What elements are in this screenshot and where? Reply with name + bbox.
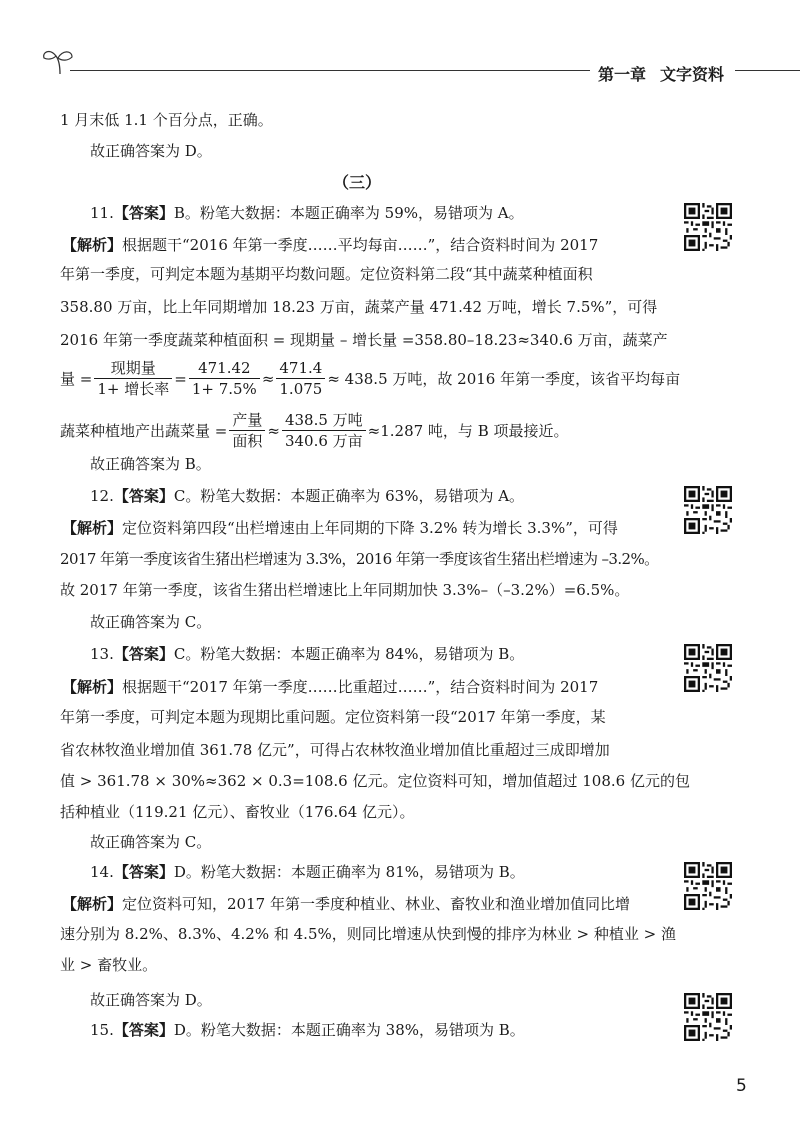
qr-code-icon[interactable] (684, 862, 732, 910)
text-line: 省农林牧渔业增加值 361.78 亿元”，可得占农林牧渔业增加值比重超过三成即增加 (60, 741, 610, 759)
qr-code-icon[interactable] (684, 644, 732, 692)
chapter-header (598, 62, 724, 85)
text-line: 括种植业（119.21 亿元）、畜牧业（176.64 亿元）。 (60, 803, 415, 821)
text-line: 故正确答案为 D。 (90, 142, 212, 160)
fraction: $\frac{471.42}{1+ 7.5\%}$ (189, 358, 260, 399)
analysis-line-12: 【解析】定位资料第四段“出栏增速由上年同期的下降 3.2% 转为增长 3.3%”，可得 (62, 519, 618, 537)
analysis-line-14: 【解析】定位资料可知，2017 年第一季度种植业、林业、畜牧业和渔业增加值同比增 (62, 895, 630, 913)
text-line: 业 > 畜牧业。 (60, 956, 158, 974)
text-line: 值 > 361.78 × 30%≈362 × 0.3=108.6 亿元。定位资料可知，增加值超过 108.6 亿元的包 (60, 772, 690, 790)
formula-line-yield: 量 = $\frac{\text{现期量}}{\text{1+ 增长率}}$ = $\frac{471.42}{1+ 7.5\%}$ ≈ $\frac{471.4}{1.075}$ ≈ 438.5 万吨，故 2016 年第一季度，该省平均每亩 (60, 359, 681, 398)
text-line: 1 月末低 1.1 个百分点，正确。 (60, 111, 273, 129)
header-rule-left (70, 70, 590, 71)
text-line: 2017 年第一季度该省生猪出栏增速为 3.3%，2016 年第一季度该省生猪出栏增速为 –3.2%。 (60, 550, 659, 568)
answer-line-15: 15.【答案】D。粉笔大数据：本题正确率为 38%，易错项为 B。 (90, 1021, 525, 1039)
text-line: 速分别为 8.2%、8.3%、4.2% 和 4.5%，则同比增速从快到慢的排序为林业 > 种植业 > 渔 (60, 925, 676, 943)
text-line: 故正确答案为 C。 (90, 613, 212, 631)
analysis-line-13: 【解析】根据题干“2017 年第一季度……比重超过……”，结合资料时间为 2017 (62, 678, 599, 696)
text-line: 故正确答案为 C。 (90, 833, 212, 851)
section-label: 文字资料 (660, 65, 725, 84)
fraction: $\frac{471.4}{1.075}$ (276, 358, 325, 399)
analysis-line-11: 【解析】根据题干“2016 年第一季度……平均每亩……”，结合资料时间为 2017 (62, 236, 599, 254)
answer-line-12: 12.【答案】C。粉笔大数据：本题正确率为 63%，易错项为 A。 (90, 487, 525, 505)
qr-code-icon[interactable] (684, 486, 732, 534)
answer-line-11: 11.【答案】B。粉笔大数据：本题正确率为 59%，易错项为 A。 (90, 204, 524, 222)
sprout-icon (40, 46, 76, 76)
fraction: $\frac{\text{产量}}{\text{面积}}$ (229, 410, 265, 451)
fraction: $\frac{\text{现期量}}{\text{1+ 增长率}}$ (94, 358, 172, 399)
chapter-label: 第一章 (598, 65, 647, 84)
text-line: 358.80 万亩，比上年同期增加 18.23 万亩，蔬菜产量 471.42 万吨，增长 7.5%”，可得 (60, 298, 658, 316)
answer-line-13: 13.【答案】C。粉笔大数据：本题正确率为 84%，易错项为 B。 (90, 645, 525, 663)
text-line: 年第一季度，可判定本题为基期平均数问题。定位资料第二段“其中蔬菜种植面积 (60, 265, 593, 283)
page-number: 5 (736, 1076, 747, 1096)
text-line: 年第一季度，可判定本题为现期比重问题。定位资料第一段“2017 年第一季度，某 (60, 708, 606, 726)
fraction: $\frac{\text{438.5 万吨}}{\text{340.6 万亩}}$ (282, 410, 366, 451)
section-heading: （三） (333, 173, 382, 192)
text-line: 故正确答案为 D。 (90, 991, 212, 1009)
qr-code-icon[interactable] (684, 993, 732, 1041)
answer-line-14: 14.【答案】D。粉笔大数据：本题正确率为 81%，易错项为 B。 (90, 863, 525, 881)
text-line: 故正确答案为 B。 (90, 455, 211, 473)
qr-code-icon[interactable] (684, 203, 732, 251)
text-line: 2016 年第一季度蔬菜种植面积 = 现期量 – 增长量 =358.80–18.23≈340.6 万亩，蔬菜产 (60, 331, 668, 349)
formula-line-average: 蔬菜种植地产出蔬菜量 = $\frac{\text{产量}}{\text{面积}}$ ≈ $\frac{\text{438.5 万吨}}{\text{340.6 万亩}}$ ≈1.287 吨，与 B 项最接近。 (60, 411, 569, 450)
header-rule-right (735, 70, 800, 71)
text-line: 故 2017 年第一季度，该省生猪出栏增速比上年同期加快 3.3%–（–3.2%）=6.5%。 (60, 581, 630, 599)
